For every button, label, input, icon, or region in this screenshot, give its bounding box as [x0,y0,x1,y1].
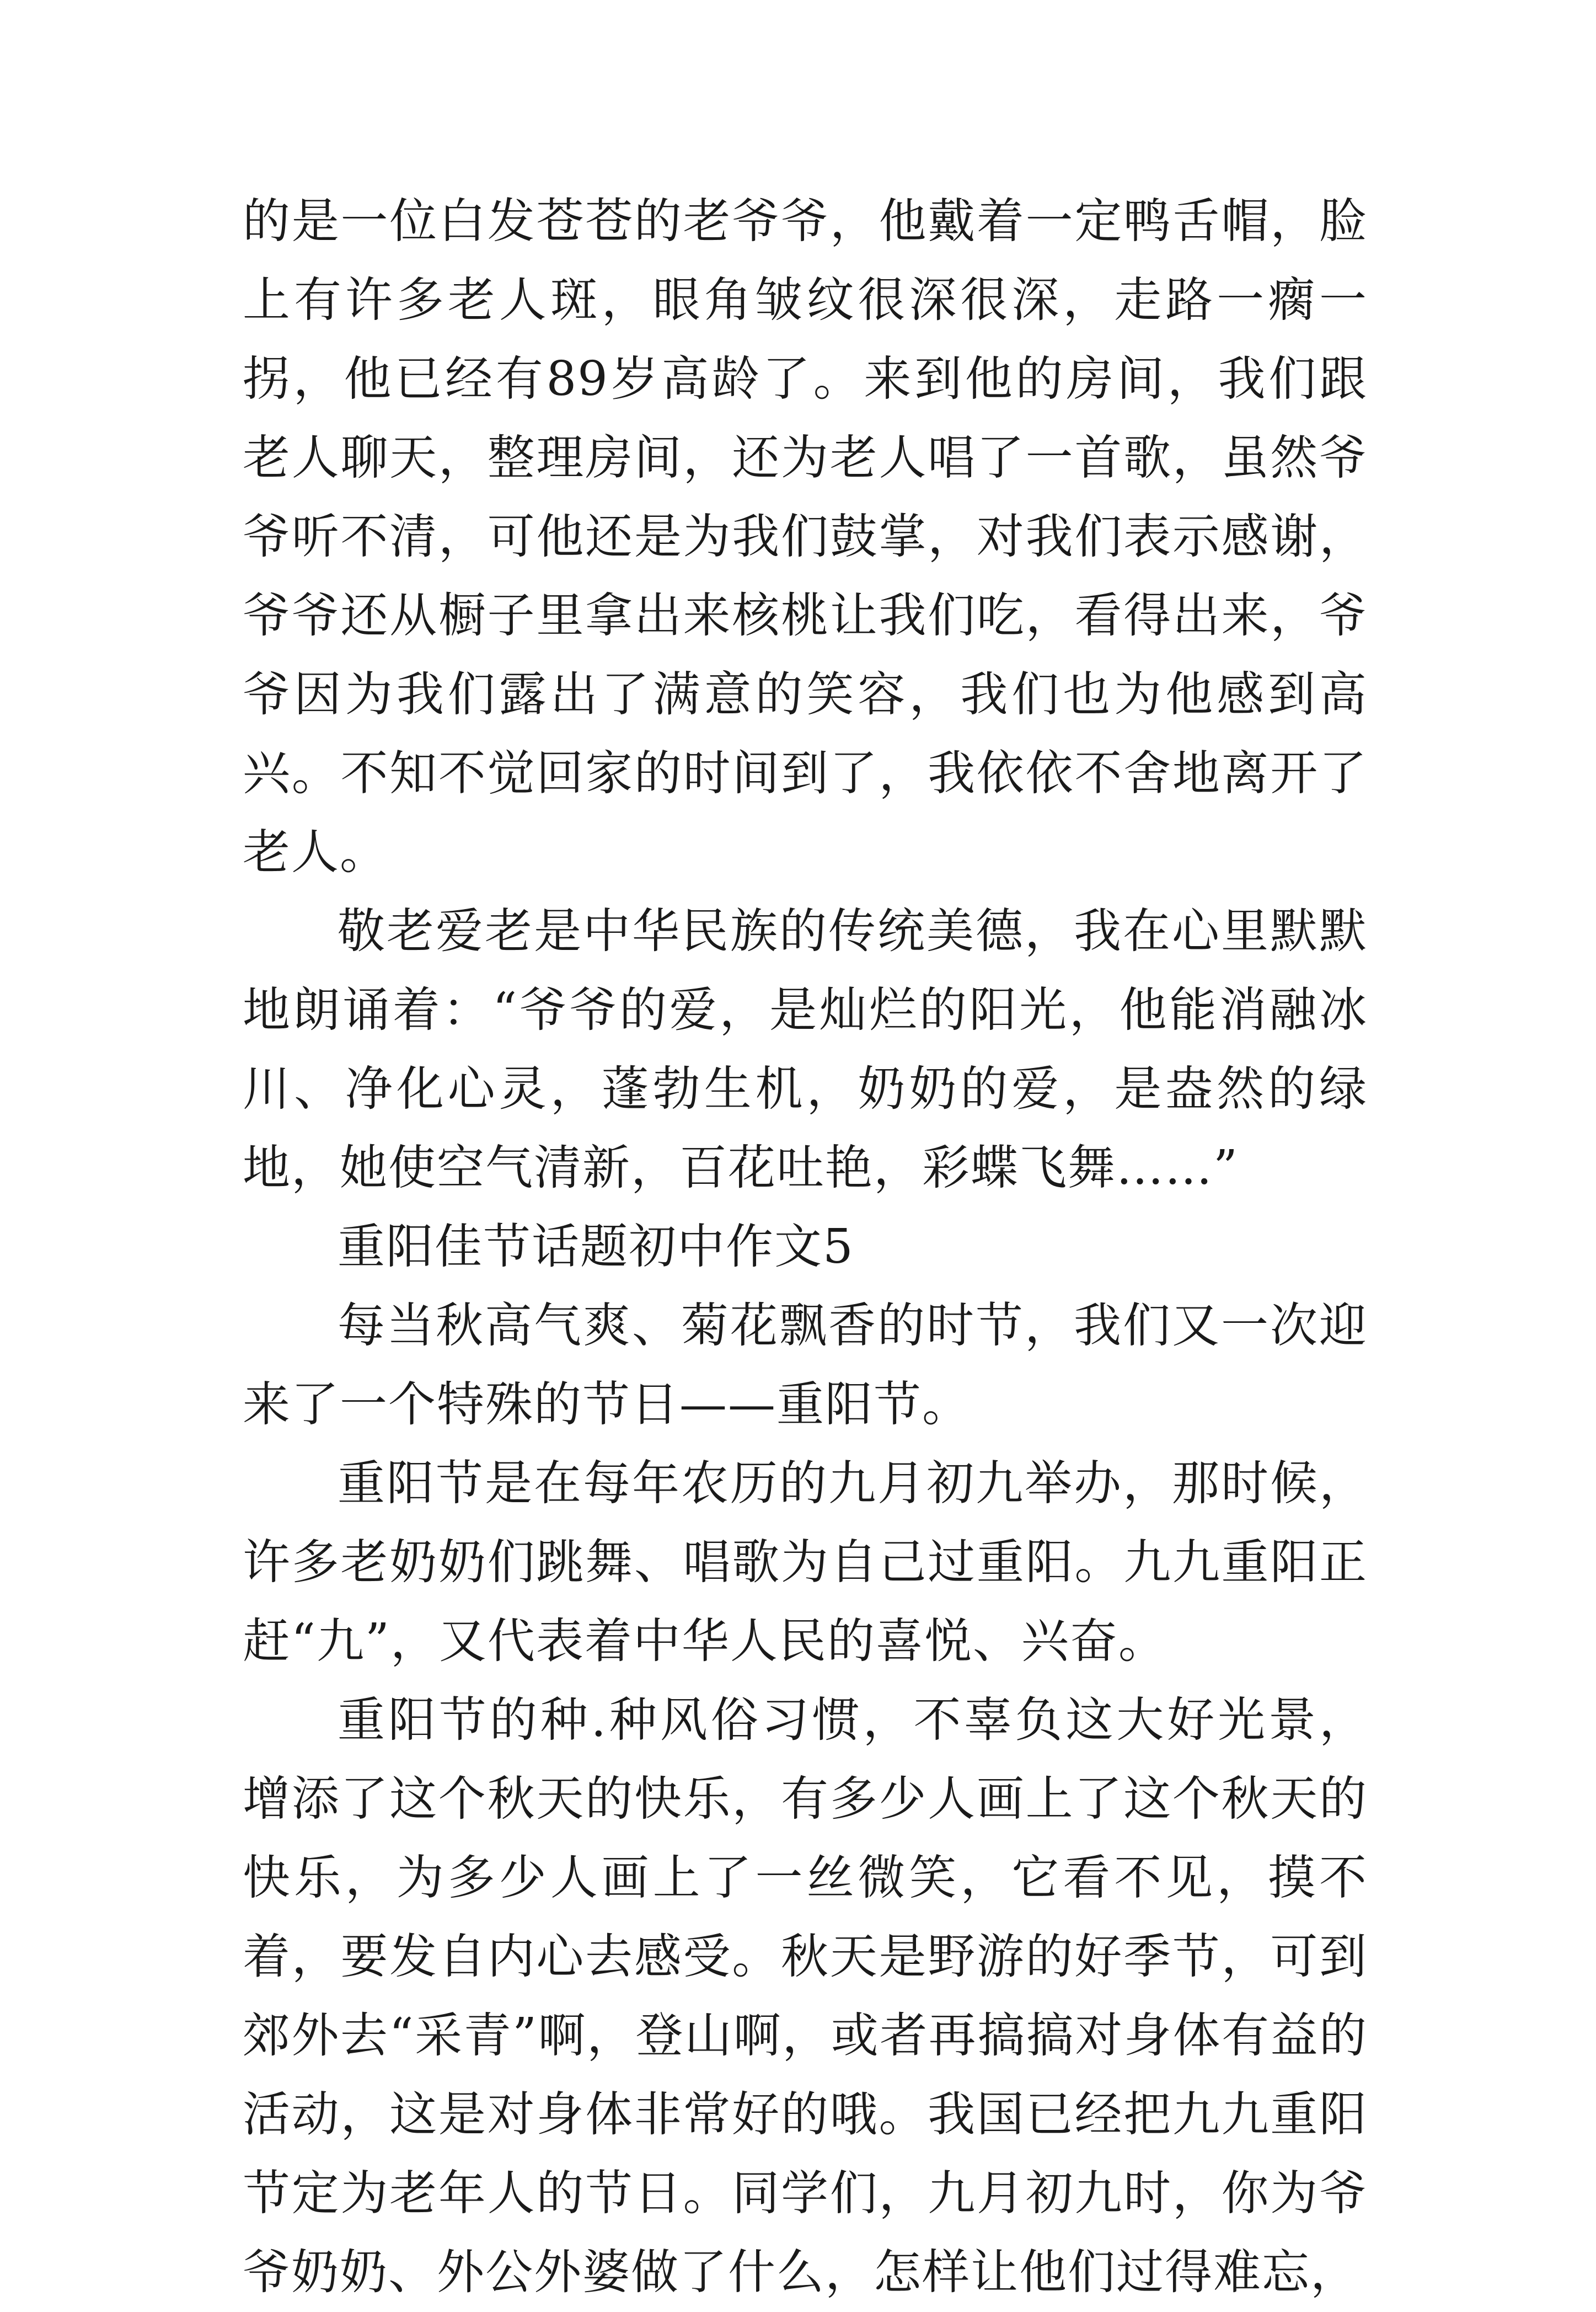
document-body [243,182,1368,2312]
paragraph-intro: 每当秋高气爽、菊花飘香的时节，我们又一次迎来了一个特殊的节日——重阳节。 [243,1298,1368,1432]
paragraph-continuation: 的是一位白发苍苍的老爷爷，他戴着一定鸭舌帽，脸上有许多老人斑，眼角皱纹很深很深，走路一瘸一拐，他已经有89岁高龄了。来到他的房间，我们跟老人聊天，整理房间，还为老人唱了一首歌，虽然爷爷听不清，可他还是为我们鼓掌，对我们表示感谢，爷爷还从橱子里拿出来核桃让我们吃，看得出来，爷爷因为我们露出了满意的笑容，我们也为他感到高兴。不知不觉回家的时间到了，我依依不舍地离开了老人。 [243,194,1368,880]
paragraph-customs: 重阳节的种.种风俗习惯，不辜负这大好光景，增添了这个秋天的快乐，有多少人画上了这个秋天的快乐，为多少人画上了一丝微笑，它看不见，摸不着，要发自内心去感受。秋天是野游的好季节，可到郊外去“采青”啊，登山啊，或者再搞搞对身体有益的活动，这是对身体非常好的哦。我国已经把九九重阳节定为老年人的节日。同学们，九月初九时，你为爷爷奶奶、外公外婆做了什么，怎样让他们过得难忘， [243,1692,1368,2300]
paragraph-festival-date: 重阳节是在每年农历的九月初九举办，那时候，许多老奶奶们跳舞、唱歌为自己过重阳。九九重阳正赶“九”，又代表着中华人民的喜悦、兴奋。 [243,1456,1368,1669]
essay-heading: 重阳佳节话题初中作文5 [338,1219,854,1274]
paragraph-respect-elders: 敬老爱老是中华民族的传统美德，我在心里默默地朗诵着：“爷爷的爱，是灿烂的阳光，他能消融冰川、净化心灵，蓬勃生机，奶奶的爱，是盎然的绿地，她使空气清新，百花吐艳，彩蝶飞舞……” [243,904,1368,1195]
